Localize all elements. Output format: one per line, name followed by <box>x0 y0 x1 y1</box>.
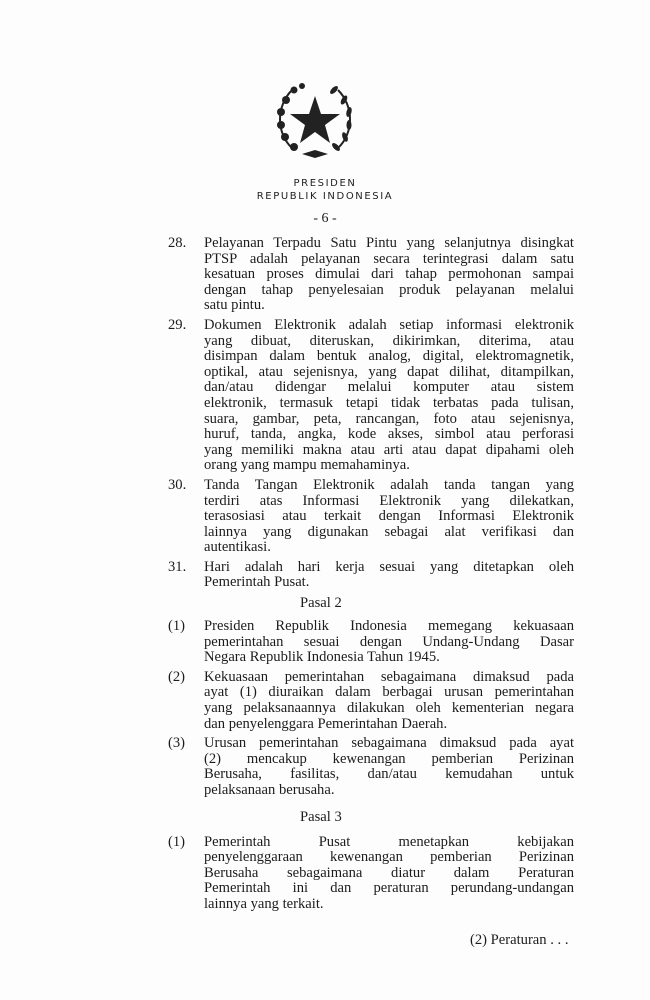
text-line: Pelayanan Terpadu Satu Pintu yang selanjutnya disingkat <box>204 235 574 251</box>
text-line: PTSP adalah pelayanan secara terintegrasi dalam satu <box>204 250 574 267</box>
document-body <box>168 236 574 917</box>
text-line: suara, gambar, peta, rancangan, foto atau sejenisnya, <box>204 410 574 427</box>
text-line: dengan tahap penyelesaian produk pelayanan melalui <box>204 281 574 298</box>
text-line: lainnya yang digunakan sebagai alat verifikasi dan <box>204 523 574 540</box>
definition-item <box>168 478 574 556</box>
text-line: lainnya yang terkait. <box>204 895 324 912</box>
text-line: Pemerintah Pusat menetapkan kebijakan <box>204 833 574 850</box>
header-republic: REPUBLIK INDONESIA <box>256 191 394 202</box>
text-line: disimpan dalam bentuk analog, digital, elektromagnetik, <box>204 348 574 365</box>
page-number: - 6 - <box>313 211 337 226</box>
text-line: autentikasi. <box>204 539 271 556</box>
text-line: Hari adalah hari kerja sesuai yang ditetapkan oleh <box>204 558 574 575</box>
text-line: terasosiasi atau terkait dengan Informasi Elektronik <box>204 508 574 525</box>
header-president: PRESIDEN <box>293 178 357 189</box>
text-line: (2) mencakup kewenangan pemberian Perizinan <box>204 750 574 767</box>
text-line: Pemerintah Pusat. <box>204 574 310 591</box>
definition-item <box>168 318 574 474</box>
text-line: kesatuan proses dimulai dari tahap permohonan sampai <box>204 266 574 283</box>
definition-item <box>168 670 574 732</box>
item-number: 31. <box>168 558 187 575</box>
item-number: 28. <box>168 235 187 251</box>
text-line: optikal, atau sejenisnya, yang dapat dilihat, ditampilkan, <box>204 363 574 380</box>
text-line: ayat (1) diuraikan dalam berbagai urusan pemerintahan <box>204 684 574 701</box>
definition-item <box>168 619 574 666</box>
text-line: Negara Republik Indonesia Tahun 1945. <box>204 649 440 666</box>
text-line: Dokumen Elektronik adalah setiap informasi elektronik <box>204 316 574 333</box>
article-heading: Pasal 3 <box>300 808 342 825</box>
continuation-note: (2) Peraturan . . . <box>470 932 569 948</box>
text-line: pemerintahan sesuai dengan Undang-Undang Dasar <box>204 633 574 650</box>
text-line: Tanda Tangan Elektronik adalah tanda tangan yang <box>204 476 574 493</box>
text-line: huruf, tanda, angka, kode akses, simbol atau perforasi <box>204 426 574 443</box>
text-line: orang yang mampu memahaminya. <box>204 457 410 474</box>
item-number: (3) <box>168 735 186 752</box>
item-number: (1) <box>168 618 186 635</box>
item-number: (2) <box>168 668 186 685</box>
text-line: yang dibuat, diteruskan, dikirimkan, diterima, atau <box>204 332 574 349</box>
definition-item <box>168 560 574 591</box>
definition-item <box>168 236 574 314</box>
item-number: 30. <box>168 476 187 493</box>
text-line: yang pelaksanaannya dilakukan oleh kementerian negara <box>204 700 574 717</box>
text-line: pelaksanaan berusaha. <box>204 782 335 798</box>
text-line: Berusaha, fasilitas, dan/atau kemudahan untuk <box>204 766 574 783</box>
text-line: Urusan pemerintahan sebagaimana dimaksud pada ayat <box>204 735 574 752</box>
definition-item <box>168 736 574 798</box>
text-line: penyelenggaraan kewenangan pemberian Perizinan <box>204 849 574 866</box>
text-line: Kekuasaan pemerintahan sebagaimana dimaksud pada <box>204 668 574 685</box>
text-line: Berusaha sebagaimana diatur dalam Peraturan <box>204 864 574 881</box>
text-line: dan/atau didengar melalui komputer atau sistem <box>204 379 574 396</box>
text-line: elektronik, termasuk tetapi tidak terbatas pada tulisan, <box>204 394 574 411</box>
text-line: Presiden Republik Indonesia memegang kekuasaan <box>204 618 574 635</box>
definition-item <box>168 835 574 913</box>
text-line: yang memiliki makna atau arti atau dapat dipahami oleh <box>204 441 574 458</box>
text-line: satu pintu. <box>204 297 265 314</box>
text-line: dan penyelenggara Pemerintahan Daerah. <box>204 715 448 732</box>
article-heading: Pasal 2 <box>300 595 342 612</box>
text-line: Pemerintah ini dan peraturan perundang-undangan <box>204 880 574 897</box>
text-line: terdiri atas Informasi Elektronik yang dilekatkan, <box>204 492 574 509</box>
item-number: 29. <box>168 316 187 333</box>
garuda-star-emblem-icon <box>272 78 358 164</box>
item-number: (1) <box>168 833 186 850</box>
